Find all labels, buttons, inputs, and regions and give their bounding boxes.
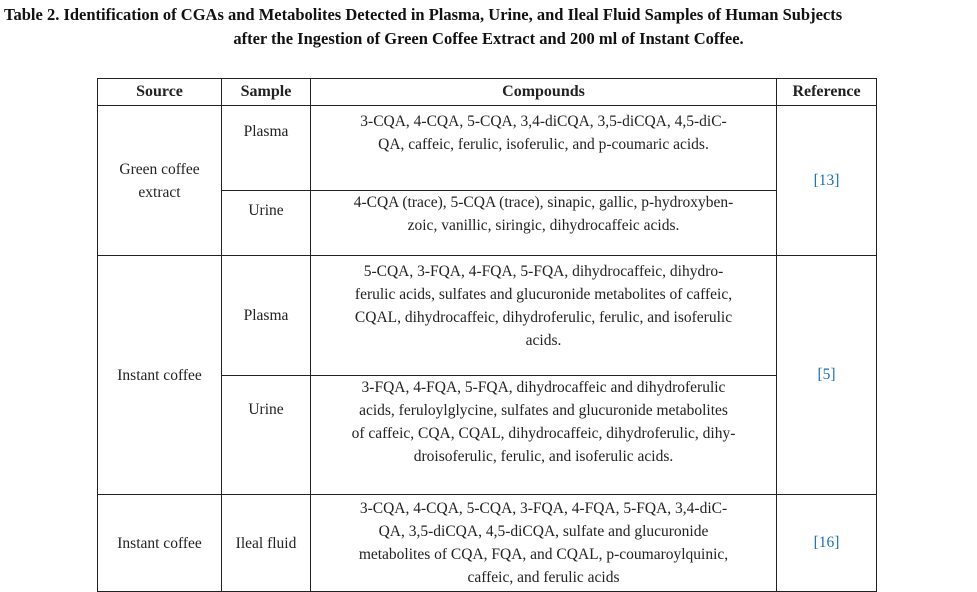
compounds-line: zoic, vanillic, siringic, dihydrocaffeic acids. [407,217,680,234]
compounds-line: 3-FQA, 4-FQA, 5-FQA, dihydrocaffeic and dihydroferulic [361,379,726,396]
source-text: extract [138,183,181,201]
header-compounds: Compounds [311,79,777,106]
reference-link[interactable]: [16] [813,534,840,551]
header-sample: Sample [222,79,311,106]
sample-cell [222,106,311,191]
compounds-line: acids, feruloylglycine, sulfates and glucuronide metabolites [359,402,728,419]
compounds-cell [311,495,777,592]
reference-link[interactable]: [13] [813,171,840,189]
sample-cell [222,256,311,376]
header-reference: Reference [777,79,877,106]
reference-link[interactable]: [5] [817,366,836,383]
reference-cell [777,106,877,256]
compounds-line: 3-CQA, 4-CQA, 5-CQA, 3-FQA, 4-FQA, 5-FQA, 3,4-diC- [359,500,728,517]
table-row [98,256,877,376]
header-source: Source [98,79,222,106]
compounds-line: acids. [525,332,562,349]
sample-text: Urine [248,401,284,418]
sample-text: Ileal fluid [235,534,297,552]
sample-text: Plasma [243,307,289,324]
source-cell [98,495,222,592]
compounds-line: QA, 3,5-diCQA, 4,5-diCQA, sulfate and glucuronide [378,523,709,540]
caption-line-1: Table 2. Identification of CGAs and Metabolites Detected in Plasma, Urine, and Ileal Fluid Samples of Human Subjects [4,5,843,24]
compounds-table [97,78,877,592]
compounds-cell [311,106,777,191]
reference-cell [777,256,877,495]
table-caption [0,3,977,51]
compounds-line: 3-CQA, 4-CQA, 5-CQA, 3,4-diCQA, 3,5-diCQA, 4,5-diC- [360,113,727,130]
header-row [98,79,877,106]
sample-text: Plasma [243,123,289,140]
compounds-line: QA, caffeic, ferulic, isoferulic, and p-coumaric acids. [378,136,709,153]
compounds-line: CQAL, dihydrocaffeic, dihydroferulic, ferulic, and isoferulic [354,309,733,326]
sample-cell [222,376,311,495]
compounds-line: metabolites of CQA, FQA, and CQAL, p-coumaroylquinic, [358,546,729,563]
table-row [98,106,877,191]
compounds-cell [311,256,777,376]
compounds-cell [311,376,777,495]
sample-cell [222,191,311,256]
source-text: Instant coffee [117,534,202,552]
sample-text: Urine [248,202,284,219]
source-cell [98,106,222,256]
compounds-line: of caffeic, CQA, CQAL, dihydrocaffeic, dihydroferulic, dihy- [351,425,736,442]
compounds-line: droisoferulic, ferulic, and isoferulic acids. [413,448,674,465]
compounds-line: ferulic acids, sulfates and glucuronide metabolites of caffeic, [354,286,733,303]
compounds-line: caffeic, and ferulic acids [467,569,620,586]
compounds-line: 4-CQA (trace), 5-CQA (trace), sinapic, gallic, p-hydroxyben- [353,194,734,211]
sample-cell [222,495,311,592]
reference-cell [777,495,877,592]
caption-line-2: after the Ingestion of Green Coffee Extract and 200 ml of Instant Coffee. [233,29,744,48]
table-row [98,495,877,592]
compounds-line: 5-CQA, 3-FQA, 4-FQA, 5-FQA, dihydrocaffeic, dihydro- [363,263,724,280]
source-cell [98,256,222,495]
source-text: Green coffee [119,160,200,178]
source-text: Instant coffee [117,366,202,384]
compounds-cell [311,191,777,256]
